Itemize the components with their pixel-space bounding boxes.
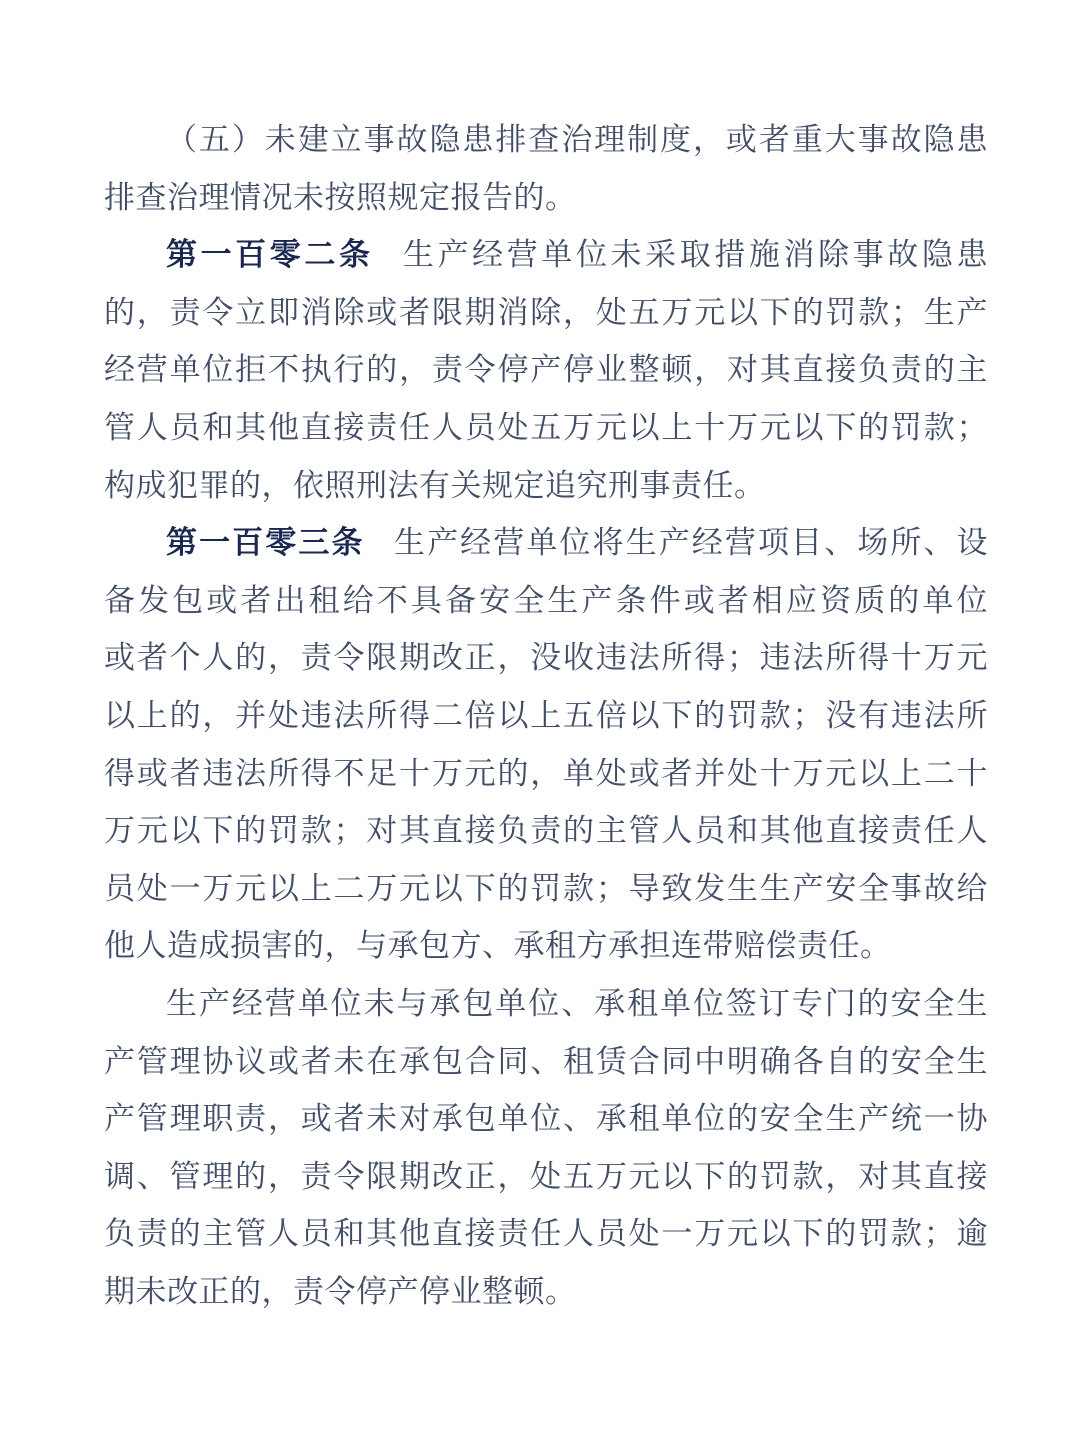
text-line: （五）未建立事故隐患排查治理制度，或者重大事故隐患 xyxy=(166,122,988,157)
article-lead-text: 生产经营单位未采取措施消除事故隐患 xyxy=(403,237,988,273)
text-line: 备发包或者出租给不具备安全生产条件或者相应资质的单位 xyxy=(104,582,988,618)
text-line: 万元以下的罚款；对其直接负责的主管人员和其他直接责任人 xyxy=(104,813,988,849)
text-line: 员处一万元以上二万元以下的罚款；导致发生生产安全事故给 xyxy=(104,870,988,906)
text-line: 生产经营单位未与承包单位、承租单位签订专门的安全生 xyxy=(166,985,988,1021)
text-line: 得或者违法所得不足十万元的，单处或者并处十万元以上二十 xyxy=(104,755,988,791)
text-line: 负责的主管人员和其他直接责任人员处一万元以下的罚款；逾 xyxy=(104,1216,988,1252)
text-line: 经营单位拒不执行的，责令停产停业整顿，对其直接负责的主 xyxy=(104,352,988,388)
text-line: 排查治理情况未按照规定报告的。 xyxy=(104,179,577,215)
text-line: 的，责令立即消除或者限期消除，处五万元以下的罚款；生产 xyxy=(104,294,988,330)
text-line: 他人造成损害的，与承包方、承租方承担连带赔偿责任。 xyxy=(104,928,892,964)
text-line: 期未改正的，责令停产停业整顿。 xyxy=(104,1273,577,1309)
text-line: 产管理职责，或者未对承包单位、承租单位的安全生产统一协 xyxy=(104,1101,988,1137)
text-line: 或者个人的，责令限期改正，没收违法所得；违法所得十万元 xyxy=(104,640,988,676)
text-line: 构成犯罪的，依照刑法有关规定追究刑事责任。 xyxy=(104,467,766,503)
text-line: 调、管理的，责令限期改正，处五万元以下的罚款，对其直接 xyxy=(104,1158,988,1194)
text-line xyxy=(104,226,988,284)
article-number: 第一百零三条 xyxy=(166,525,365,561)
article-lead-text: 生产经营单位将生产经营项目、场所、设 xyxy=(393,525,989,561)
text-line: 产管理协议或者未在承包合同、租赁合同中明确各自的安全生 xyxy=(104,1043,988,1079)
text-line: 以上的，并处违法所得二倍以上五倍以下的罚款；没有违法所 xyxy=(104,697,988,733)
legal-text-body xyxy=(104,111,988,1320)
text-line: 管人员和其他直接责任人员处五万元以上十万元以下的罚款； xyxy=(104,409,988,445)
article-number: 第一百零二条 xyxy=(166,237,374,273)
text-line xyxy=(104,514,988,572)
